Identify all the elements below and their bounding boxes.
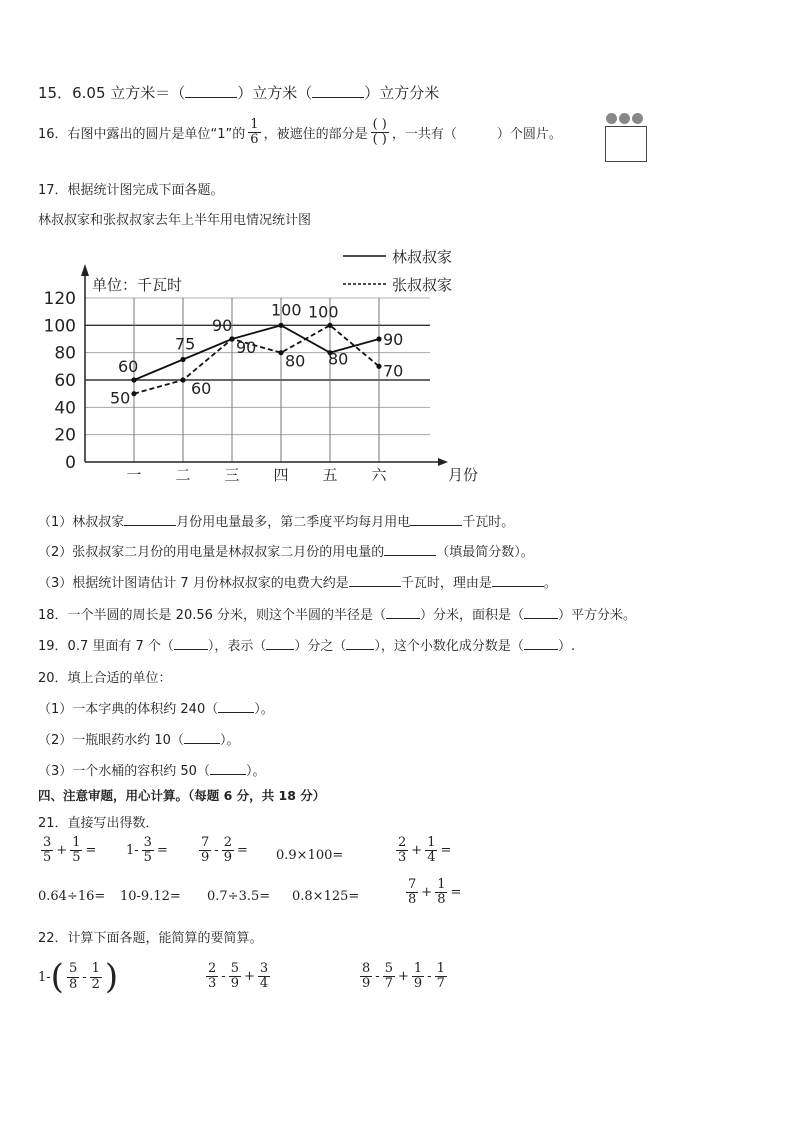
expression: $\frac{2}{3}$ + $\frac{1}{4}$ = [398,835,452,866]
fraction: $\frac{1}{6}$ [250,117,259,148]
expression: $\frac{2}{3}$ - $\frac{5}{9}$ + $\frac{3}{4}$ [208,961,269,992]
y-axis-arrow [81,264,89,276]
x-tick-label: 一 [126,466,142,484]
answer-blank[interactable] [218,712,254,713]
data-label: 80 [328,349,349,369]
y-tick-label: 60 [54,371,76,391]
question-15: 15．6.05 立方米＝（ ）立方米（ ）立方分米 [38,84,440,102]
answer-blank[interactable] [266,649,294,650]
data-point [278,323,283,328]
expression: 0.64÷16= [38,889,106,904]
data-label: 100 [308,302,339,322]
data-label: 50 [110,388,131,408]
data-label: 100 [271,300,302,320]
y-tick-label: 0 [65,453,76,473]
answer-blank[interactable] [346,649,374,650]
expression: 1- $\frac{3}{5}$ = [126,835,168,866]
data-point [229,336,234,341]
chart-title: 林叔叔家和张叔叔家去年上半年用电情况统计图 [38,213,312,228]
x-tick-label: 三 [224,466,240,484]
data-point [180,377,185,382]
question-20: 20．填上合适的单位： [38,671,172,686]
answer-blank[interactable] [210,774,246,775]
data-point [376,336,381,341]
data-label: 75 [175,334,196,354]
question-20-1: （1）一本字典的体积约 240（ ）。 [38,702,274,717]
answer-blank[interactable] [185,97,237,98]
answer-blank[interactable] [384,555,436,556]
legend-label: 林叔叔家 [392,248,453,266]
question-20-2: （2）一瓶眼药水约 10（ ）。 [38,733,240,748]
expression: 1- ( $\frac{5}{8}$ - $\frac{1}{2}$ ) [38,957,119,997]
answer-blank[interactable] [124,525,176,526]
question-17-3: （3）根据统计图请估计 7 月份林叔叔家的电费大约是 千瓦时，理由是 。 [38,576,557,591]
expression: $\frac{7}{8}$ + $\frac{1}{8}$ = [408,877,462,908]
expression: 0.7÷3.5= [207,889,271,904]
answer-blank[interactable] [524,649,558,650]
x-axis-label: 月份 [448,466,479,484]
disc-icon [606,113,617,124]
x-axis-arrow [438,458,448,466]
data-point [131,391,136,396]
y-tick-label: 100 [43,316,76,337]
expression: 0.8×125= [292,889,360,904]
answer-blank[interactable] [386,618,420,619]
disc-icon [619,113,630,124]
data-label: 90 [383,330,404,349]
answer-blank[interactable] [410,525,462,526]
data-point [376,364,381,369]
answer-blank[interactable] [312,97,364,98]
x-tick-label: 二 [175,466,191,484]
y-tick-label: 20 [54,425,76,446]
legend-label: 张叔叔家 [392,276,453,294]
x-tick-label: 五 [322,466,338,484]
data-label: 70 [383,361,404,381]
expression: 0.9×100= [276,848,344,863]
question-19: 19．0.7 里面有 7 个（ ），表示（ ）分之（ ），这个小数化成分数是（ ）. [38,639,576,654]
data-point [327,323,332,328]
answer-blank[interactable] [349,586,401,587]
question-17: 17．根据统计图完成下面各题。 [38,183,224,198]
expression: $\frac{3}{5}$ + $\frac{1}{5}$ = [43,835,97,866]
disc-icon [632,113,643,124]
data-label: 90 [236,338,257,357]
y-tick-label: 120 [43,289,76,309]
answer-blank[interactable] [184,743,220,744]
question-21: 21．直接写出得数． [38,816,159,831]
question-18: 18．一个半圆的周长是 20.56 分米，则这个半圆的半径是（ ）分米，面积是（ ）平方分米。 [38,608,637,623]
expression: 10-9.12= [120,889,181,904]
data-label: 60 [118,357,139,376]
question-22: 22．计算下面各题，能简算的要简算。 [38,931,263,946]
data-label: 90 [212,316,233,335]
answer-blank[interactable] [492,586,544,587]
question-17-2: （2）张叔叔家二月份的用电量是林叔叔家二月份的用电量的 （填最简分数）。 [38,545,534,560]
data-label: 80 [285,351,306,371]
answer-blank[interactable] [524,618,558,619]
x-tick-label: 四 [273,466,289,484]
question-20-3: （3）一个水桶的容积约 50（ ）。 [38,764,266,779]
question-17-1: （1）林叔叔家 月份用电量最多，第二季度平均每月用电 千瓦时。 [38,515,515,530]
expression: $\frac{8}{9}$ - $\frac{5}{7}$ + $\frac{1}{9}$ - $\frac{1}{7}$ [362,961,445,992]
question-16: 16． 右图中露出的圆片是单位“1”的 $\frac{1}{6}$ ，被遮住的部分是 $\frac{( )}{( )}$ ，一共有（ ）个圆片。 [38,117,562,148]
data-point [180,357,185,362]
y-tick-label: 80 [54,343,76,364]
expression: $\frac{7}{9}$ - $\frac{2}{9}$ = [201,835,248,866]
y-tick-label: 40 [54,398,76,419]
data-label: 60 [191,379,212,398]
data-point [278,350,283,355]
data-point [131,377,136,382]
unit-label: 单位：千瓦时 [92,276,183,294]
section-heading: 四、注意审题，用心计算。（每题 6 分，共 18 分） [38,788,326,803]
cover-box [605,126,647,162]
line-chart [0,240,794,500]
answer-blank[interactable] [174,649,208,650]
fraction-blank[interactable]: $\frac{( )}{( )}$ [372,117,387,148]
x-tick-label: 六 [371,466,387,484]
